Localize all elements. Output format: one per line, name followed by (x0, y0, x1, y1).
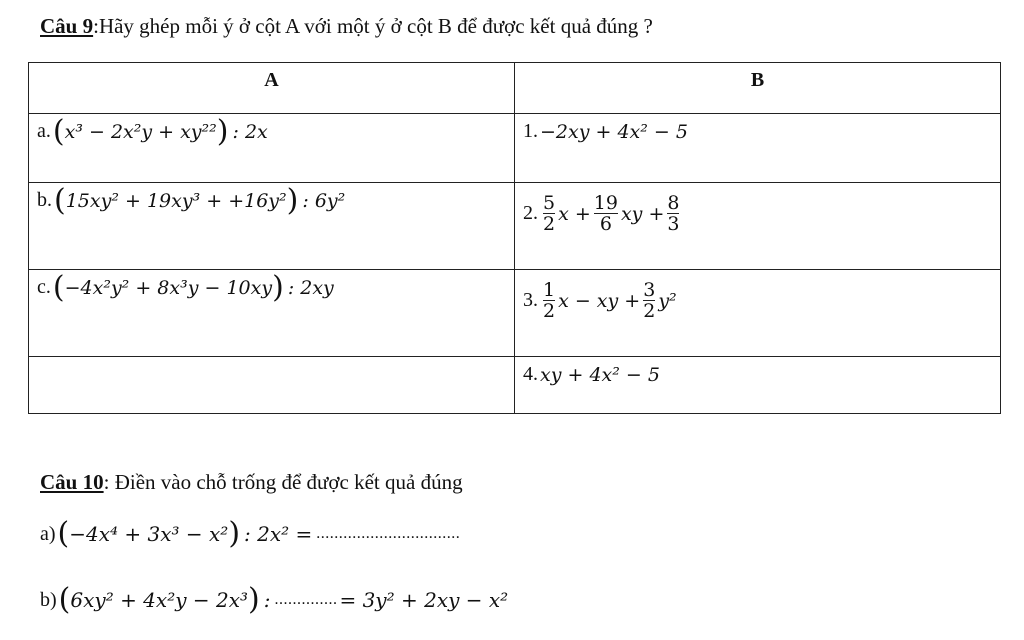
item-prefix: 2. (523, 202, 538, 224)
term: x − xy + (558, 289, 641, 312)
item-prefix: 4. (523, 363, 538, 385)
column-b-item-2 (515, 183, 1001, 270)
item-prefix: 1. (523, 120, 538, 142)
dividend-expression: −4x²y² + 8x³y − 10xy (64, 276, 273, 299)
divisor-expression: : 2xy (287, 276, 334, 299)
column-b-item-4 (515, 357, 1001, 414)
column-a-empty-cell (29, 357, 515, 414)
fraction: $\frac{3}{2}$ (643, 279, 656, 322)
result-expression: = 3y² + 2xy − x² (339, 588, 509, 612)
term: xy + (620, 202, 665, 225)
result-expression: −2xy + 4x² − 5 (540, 120, 688, 143)
division-sign: : (263, 588, 271, 612)
column-a-item-a: a. ( x³ − 2x²y + xy²² ) : 2x (29, 114, 515, 183)
question-9-title (40, 14, 653, 39)
question-10-label: Câu 10 (40, 470, 104, 494)
item-prefix: b. (37, 189, 52, 211)
item-prefix: c. (37, 276, 51, 298)
term: x + (558, 202, 591, 225)
item-prefix: 3. (523, 289, 538, 311)
column-a-item-b: b. ( 15xy² + 19xy³ + +16y² ) : 6y² (29, 183, 515, 270)
column-b-item-3 (515, 270, 1001, 357)
matching-table (28, 62, 1001, 414)
column-a-header: A (29, 63, 515, 114)
dividend-expression: −4x⁴ + 3x³ − x² (69, 522, 229, 546)
question-10-title (40, 470, 463, 495)
column-b-header: B (515, 63, 1001, 114)
dividend-expression: 15xy² + 19xy³ + +16y² (65, 189, 287, 212)
result-expression: xy + 4x² − 5 (540, 363, 660, 386)
item-prefix: b) (40, 588, 57, 611)
question-9-label: Câu 9 (40, 14, 94, 38)
fraction: $\frac{8}{3}$ (667, 192, 680, 235)
fill-in-item-a: a) ( −4x⁴ + 3x³ − x² ) : 2x² = ................................ (40, 516, 461, 551)
fraction: $\frac{5}{2}$ (543, 192, 556, 235)
fraction: $\frac{19}{6}$ (593, 192, 618, 235)
item-prefix: a) (40, 522, 56, 545)
fraction: $\frac{1}{2}$ (543, 279, 556, 322)
column-b-item-1 (515, 114, 1001, 183)
answer-blank[interactable]: ................................ (316, 525, 461, 542)
divisor-expression: : 6y² (302, 189, 346, 212)
term: y² (658, 289, 677, 312)
dividend-expression: 6xy² + 4x²y − 2x³ (70, 588, 248, 612)
fill-in-item-b: b) ( 6xy² + 4x²y − 2x³ ) : .............. = 3y² + 2xy − x² (40, 582, 509, 617)
question-9-text: :Hãy ghép mỗi ý ở cột A với một ý ở cột B để được kết quả đúng ? (93, 14, 653, 38)
answer-blank[interactable]: .............. (274, 591, 338, 608)
dividend-expression: x³ − 2x²y + xy²² (64, 120, 217, 143)
item-prefix: a. (37, 120, 51, 142)
divisor-expression: : 2x² = (244, 522, 313, 546)
question-10-text: : Điền vào chỗ trống để được kết quả đúng (103, 470, 463, 494)
column-a-item-c: c. ( −4x²y² + 8x³y − 10xy ) : 2xy (29, 270, 515, 357)
divisor-expression: : 2x (232, 120, 268, 143)
